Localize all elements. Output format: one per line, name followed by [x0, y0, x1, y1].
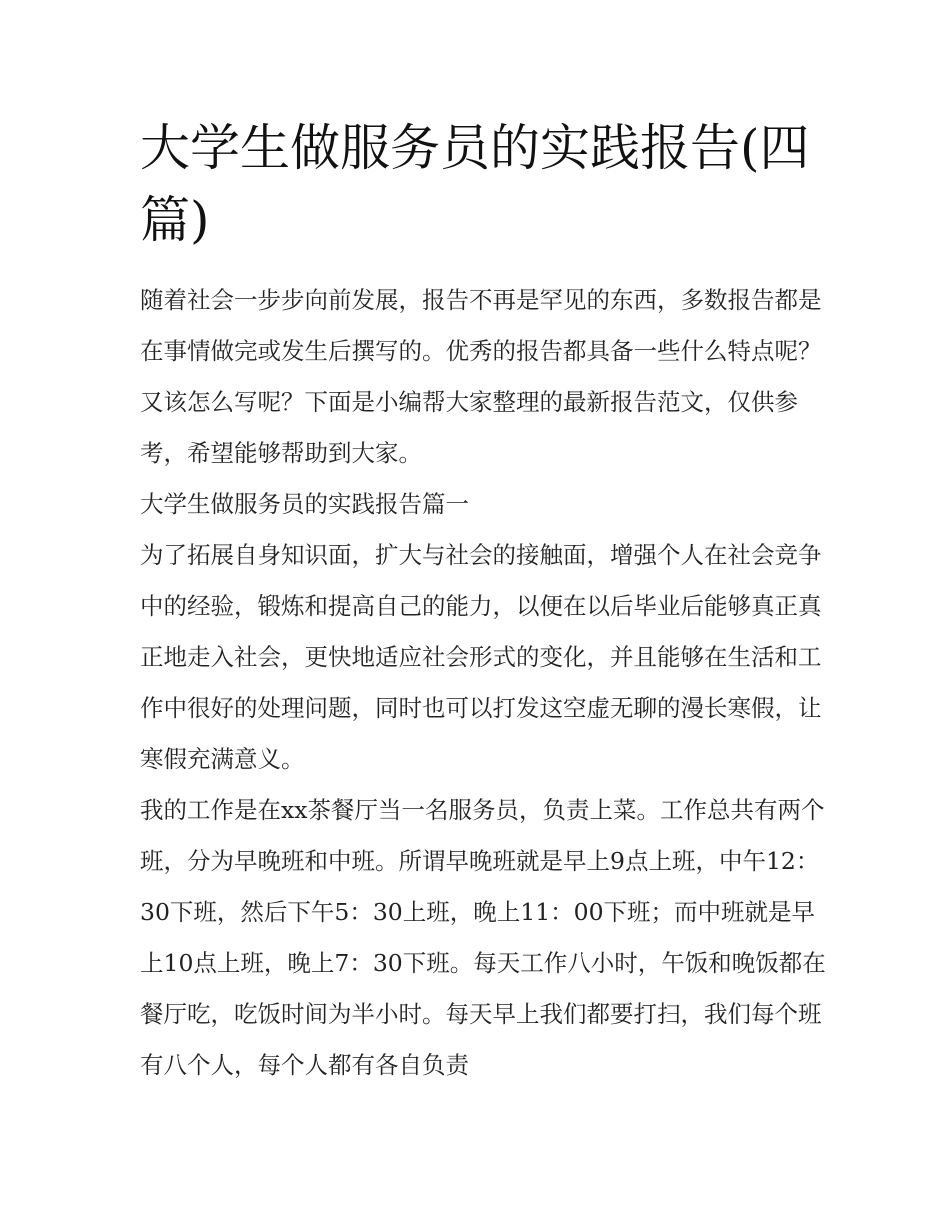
- intro-paragraph: 随着社会一步步向前发展，报告不再是罕见的东西，多数报告都是在事情做完或发生后撰写的。优秀的报告都具备一些什么特点呢？又该怎么写呢？下面是小编帮大家整理的最新报告范文，仅供参考，希望能够帮助到大家。: [140, 286, 822, 467]
- work-description-paragraph: 我的工作是在xx茶餐厅当一名服务员，负责上菜。工作总共有两个班，分为早晚班和中班。所谓早晚班就是早上9点上班，中午12：30下班，然后下午5：30上班，晚上11：00下班；而中班就是早上10点上班，晚上7：30下班。每天工作八小时，午饭和晚饭都在餐厅吃，吃饭时间为半小时。每天早上我们都要打扫，我们每个班有八个人，每个人都有各自负责: [140, 796, 826, 1079]
- document-title: 大学生做服务员的实践报告(四篇): [140, 119, 810, 249]
- section-heading: 大学生做服务员的实践报告篇一: [140, 490, 469, 518]
- purpose-paragraph: 为了拓展自身知识面，扩大与社会的接触面，增强个人在社会竞争中的经验，锻炼和提高自己的能力，以便在以后毕业后能够真正真正地走入社会，更快地适应社会形式的变化，并且能够在生活和工作中很好的处理问题，同时也可以打发这空虚无聊的漫长寒假，让寒假充满意义。: [140, 541, 822, 773]
